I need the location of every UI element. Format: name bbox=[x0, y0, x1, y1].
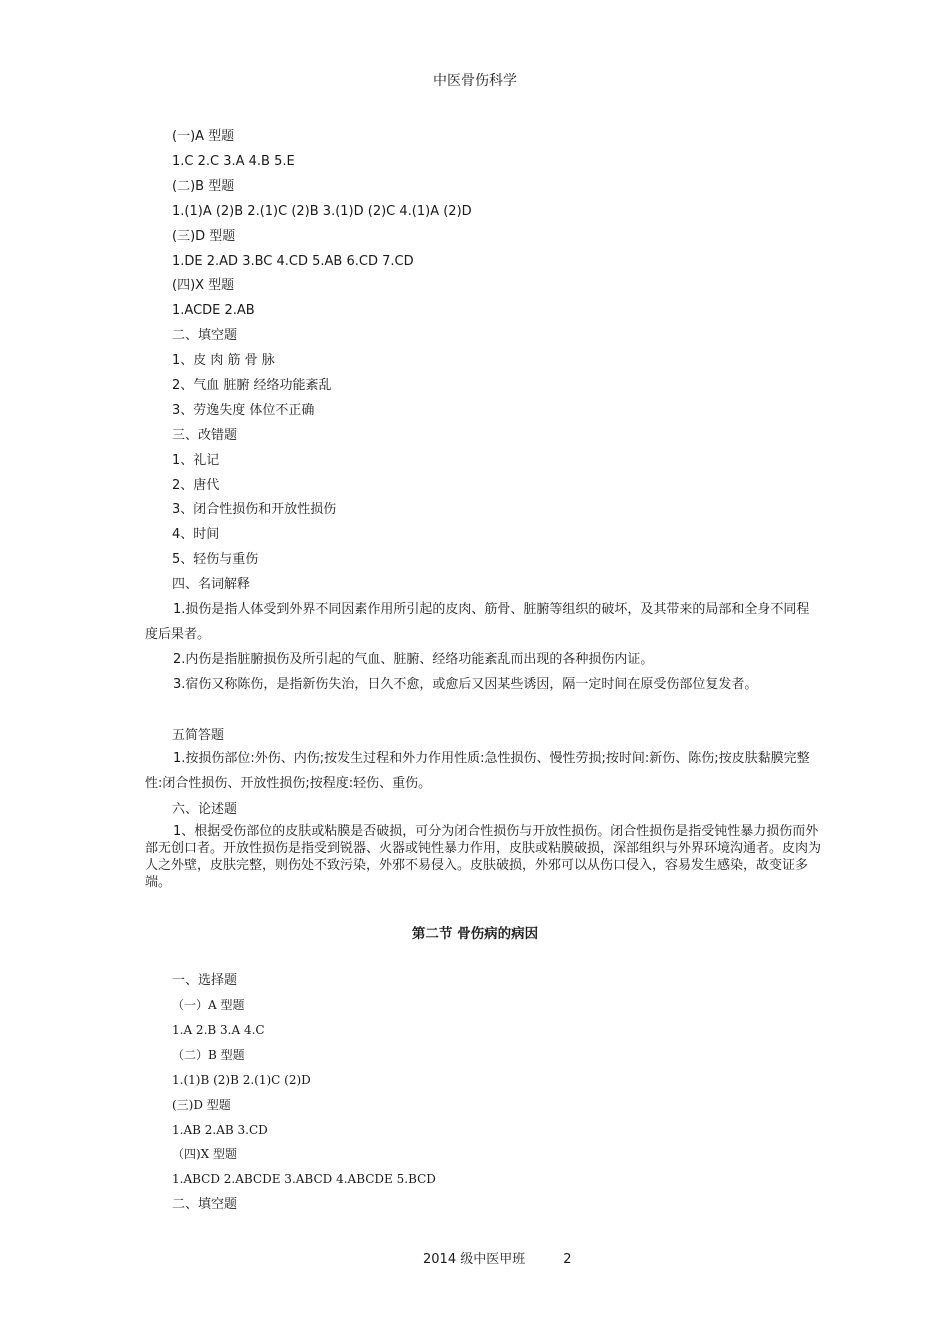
answer-line: 4、时间 bbox=[172, 527, 220, 542]
answer-line: (三)D 型题 bbox=[172, 229, 236, 244]
footer-class-label: 2014 级中医甲班 bbox=[423, 1252, 526, 1267]
section-heading: 三、改错题 bbox=[172, 428, 238, 443]
page-number: 2 bbox=[563, 1252, 572, 1267]
answer-line: (一)A 型题 bbox=[172, 129, 235, 144]
answer-line: 1.A 2.B 3.A 4.C bbox=[172, 1023, 265, 1037]
section2-title: 第二节 骨伤病的病因 bbox=[411, 926, 539, 942]
term-definition: 1.损伤是指人体受到外界不同因素作用所引起的皮肉、筋骨、脏腑等组织的破坏，及其带来的局部和全身不同程度后果者。 bbox=[145, 602, 810, 642]
answer-line: (三)D 型题 bbox=[172, 1098, 231, 1112]
essay-paragraph: 1、根据受伤部位的皮肤或粘膜是否破损，可分为闭合性损伤与开放性损伤。闭合性损伤是指受钝性暴力损伤而外部无创口者。开放性损伤是指受到锐器、火器或钝性暴力作用，皮肤或粘膜破损，深部组织与外界环境沟通者。皮肉为人之外壁，皮肤完整，则伤处不致污染，外邪不易侵入。皮肤破损，外邪可以从伤口侵入，容易发生感染，故变证多端。 bbox=[145, 824, 822, 890]
answer-line: 1.AB 2.AB 3.CD bbox=[172, 1123, 268, 1137]
answer-line: 3、闭合性损伤和开放性损伤 bbox=[172, 502, 337, 517]
answer-line: 2、气血 脏腑 经络功能紊乱 bbox=[172, 378, 332, 393]
answer-line: (四)X 型题 bbox=[172, 278, 235, 293]
section-heading: 六、论述题 bbox=[172, 802, 238, 817]
answer-line: 1.(1)A (2)B 2.(1)C (2)B 3.(1)D (2)C 4.(1)A (2)D bbox=[172, 204, 472, 219]
answer-line: 1.ACDE 2.AB bbox=[172, 303, 255, 318]
page-footer bbox=[423, 1248, 572, 1267]
section-heading: 五简答题 bbox=[172, 728, 225, 743]
term-definition: 3.宿伤又称陈伤，是指新伤失治，日久不愈，或愈后又因某些诱因，隔一定时间在原受伤部位复发者。 bbox=[173, 677, 758, 692]
answer-line: 1.(1)B (2)B 2.(1)C (2)D bbox=[172, 1073, 311, 1087]
term-definition: 2.内伤是指脏腑损伤及所引起的气血、脏腑、经络功能紊乱而出现的各种损伤内证。 bbox=[173, 652, 654, 667]
section-heading: 二、填空题 bbox=[172, 1197, 238, 1212]
answer-line: 1.ABCD 2.ABCDE 3.ABCD 4.ABCDE 5.BCD bbox=[172, 1172, 436, 1186]
section-heading: 二、填空题 bbox=[172, 328, 238, 343]
section-heading: 一、选择题 bbox=[172, 973, 238, 988]
answer-line: 5、轻伤与重伤 bbox=[172, 552, 259, 567]
short-answer-paragraph: 1.按损伤部位:外伤、内伤;按发生过程和外力作用性质:急性损伤、慢性劳损;按时间:新伤、陈伤;按皮肤黏膜完整性:闭合性损伤、开放性损伤;按程度:轻伤、重伤。 bbox=[145, 751, 810, 791]
section-heading: 四、名词解释 bbox=[172, 577, 251, 592]
answer-line: （四)X 型题 bbox=[172, 1147, 238, 1161]
answer-line: （二）B 型题 bbox=[172, 1048, 245, 1062]
answer-line: 1.DE 2.AD 3.BC 4.CD 5.AB 6.CD 7.CD bbox=[172, 254, 414, 269]
page-header-title: 中医骨伤科学 bbox=[433, 73, 517, 89]
answer-line: 1、礼记 bbox=[172, 453, 220, 468]
answer-line: 1.C 2.C 3.A 4.B 5.E bbox=[172, 154, 295, 169]
answer-line: 3、劳逸失度 体位不正确 bbox=[172, 403, 315, 418]
answer-line: (二)B 型题 bbox=[172, 179, 235, 194]
answer-line: 1、皮 肉 筋 骨 脉 bbox=[172, 353, 275, 368]
answer-line: （一）A 型题 bbox=[172, 998, 245, 1012]
answer-line: 2、唐代 bbox=[172, 478, 220, 493]
